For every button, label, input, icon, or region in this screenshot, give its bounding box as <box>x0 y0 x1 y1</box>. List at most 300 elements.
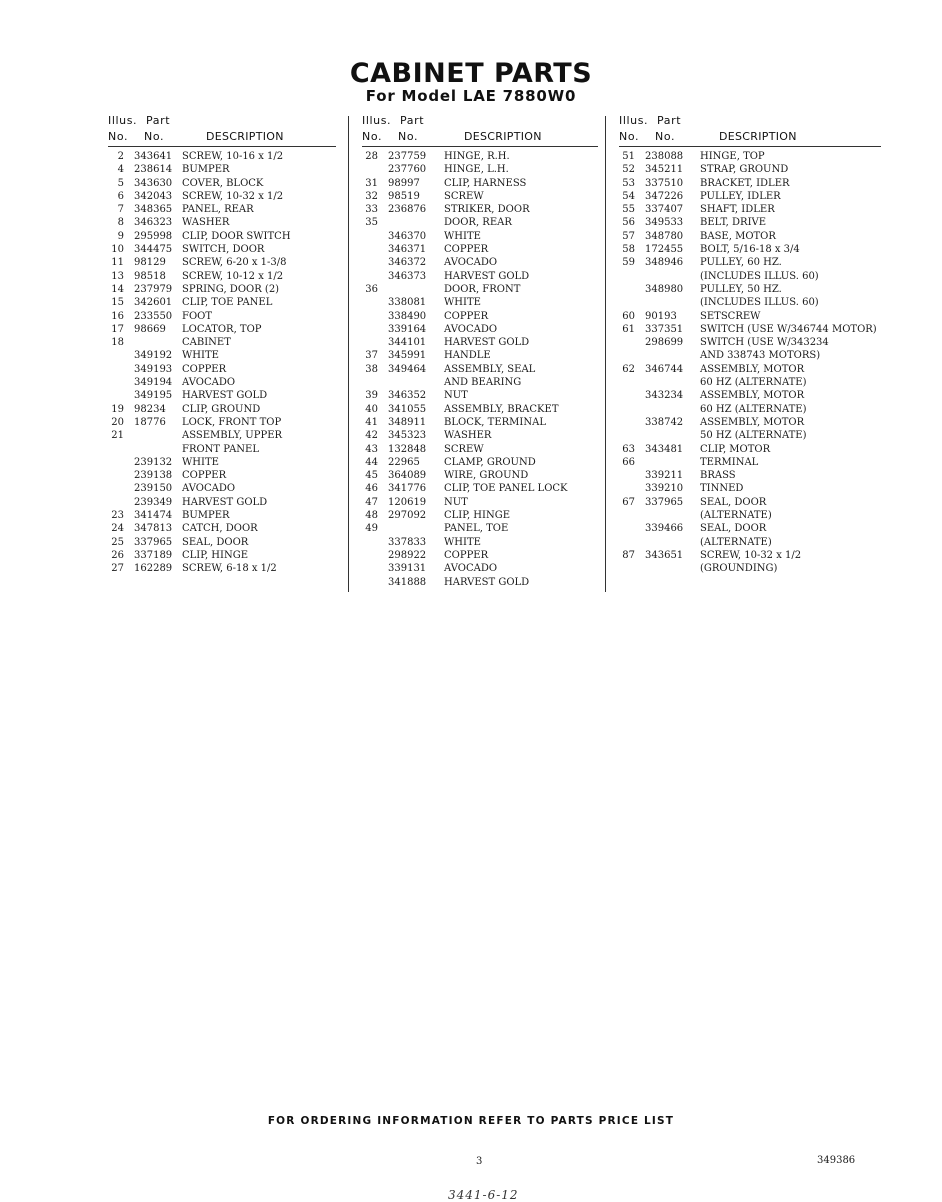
part-number: 237979 <box>134 283 173 295</box>
part-row <box>619 509 881 522</box>
illus-number: 46 <box>365 483 378 495</box>
illus-number: 44 <box>365 456 378 468</box>
header-part-no: No. <box>398 130 419 143</box>
part-number: 342601 <box>134 297 173 309</box>
part-description: ASSEMBLY, MOTOR <box>700 390 805 402</box>
part-description: BRASS <box>700 470 736 482</box>
part-description: HANDLE <box>444 350 491 362</box>
part-row <box>362 310 598 323</box>
header-part: Part <box>146 114 171 127</box>
column-header <box>362 114 598 150</box>
part-row <box>108 150 336 163</box>
illus-number: 45 <box>365 470 378 482</box>
part-description: WIRE, GROUND <box>444 470 529 482</box>
illus-number: 24 <box>111 523 124 535</box>
part-row <box>362 522 598 535</box>
handwritten-note: 3441-6-12 <box>448 1188 519 1202</box>
part-number: 347226 <box>645 190 684 202</box>
part-description: CLIP, HINGE <box>182 549 249 561</box>
illus-number: 38 <box>365 363 378 375</box>
part-row <box>619 403 881 416</box>
part-row <box>362 429 598 442</box>
illus-number: 48 <box>365 510 378 522</box>
illus-number: 10 <box>111 244 124 256</box>
part-description: (INCLUDES ILLUS. 60) <box>700 297 819 309</box>
part-description: AND 338743 MOTORS) <box>700 350 821 362</box>
illus-number: 25 <box>111 536 124 548</box>
part-row <box>108 336 336 349</box>
part-number: 162289 <box>134 563 173 575</box>
part-row <box>362 336 598 349</box>
part-number: 337351 <box>645 323 684 335</box>
illus-number: 9 <box>117 230 124 242</box>
part-row <box>362 203 598 216</box>
part-description: HARVEST GOLD <box>182 496 268 508</box>
part-row <box>108 310 336 323</box>
illus-number: 7 <box>117 204 124 216</box>
part-row <box>619 203 881 216</box>
illus-number: 28 <box>365 151 378 162</box>
illus-number: 56 <box>622 217 635 229</box>
part-description: BRACKET, IDLER <box>700 177 790 189</box>
header-rule <box>619 146 881 147</box>
part-row <box>362 243 598 256</box>
part-number: 338081 <box>388 297 427 309</box>
part-row <box>619 416 881 429</box>
part-description: BLOCK, TERMINAL <box>444 416 546 428</box>
illus-number: 16 <box>111 310 124 322</box>
part-number: 98518 <box>134 270 166 282</box>
part-row <box>619 469 881 482</box>
part-row <box>108 177 336 190</box>
part-description: STRAP, GROUND <box>700 164 789 176</box>
part-row <box>362 323 598 336</box>
part-row <box>108 496 336 509</box>
illus-number: 57 <box>622 230 635 242</box>
illus-number: 49 <box>365 523 378 535</box>
part-number: 237759 <box>388 151 427 162</box>
part-row <box>108 456 336 469</box>
part-description: SCREW <box>444 190 484 202</box>
part-row <box>619 243 881 256</box>
part-number: 337833 <box>388 536 427 548</box>
illus-number: 15 <box>111 297 124 309</box>
part-number: 298699 <box>645 337 684 349</box>
part-description: COPPER <box>444 549 489 561</box>
header-rule <box>108 146 336 147</box>
part-row <box>362 576 598 589</box>
part-number: 348911 <box>388 416 427 428</box>
part-number: 236876 <box>388 204 427 216</box>
part-row <box>108 536 336 549</box>
part-description: CLAMP, GROUND <box>444 456 536 468</box>
part-description: BELT, DRIVE <box>700 217 767 229</box>
part-description: ASSEMBLY, MOTOR <box>700 363 805 375</box>
part-row <box>619 216 881 229</box>
part-description: CLIP, HARNESS <box>444 177 527 189</box>
part-row <box>362 296 598 309</box>
part-row <box>108 469 336 482</box>
part-description: PULLEY, IDLER <box>700 190 781 202</box>
parts-rows <box>619 150 881 576</box>
part-number: 22965 <box>388 456 420 468</box>
part-description: FRONT PANEL <box>182 443 259 455</box>
part-description: 60 HZ (ALTERNATE) <box>700 377 807 389</box>
part-number: 343234 <box>645 390 684 402</box>
part-description: 60 HZ (ALTERNATE) <box>700 403 807 415</box>
illus-number: 36 <box>365 283 378 295</box>
part-row <box>108 323 336 336</box>
illus-number: 42 <box>365 430 378 442</box>
part-description: COPPER <box>444 244 489 256</box>
part-number: 348946 <box>645 257 684 269</box>
part-row <box>362 150 598 163</box>
part-number: 339211 <box>645 470 684 482</box>
part-description: SWITCH (USE W/343234 <box>700 337 829 349</box>
part-number: 120619 <box>388 496 427 508</box>
part-number: 343481 <box>645 443 684 455</box>
part-description: SCREW, 6-20 x 1-3/8 <box>182 257 287 269</box>
part-description: PULLEY, 60 HZ. <box>700 257 782 269</box>
illus-number: 59 <box>622 257 635 269</box>
part-description: TERMINAL <box>700 456 759 468</box>
illus-number: 39 <box>365 390 378 402</box>
part-number: 343651 <box>645 549 684 561</box>
part-number: 98669 <box>134 323 166 335</box>
part-row <box>108 562 336 575</box>
part-description: SHAFT, IDLER <box>700 204 775 216</box>
part-description: WHITE <box>182 350 219 362</box>
part-number: 343630 <box>134 177 173 189</box>
part-number: 346371 <box>388 244 427 256</box>
illus-number: 67 <box>622 496 635 508</box>
parts-column-1 <box>108 114 336 576</box>
illus-number: 14 <box>111 283 124 295</box>
column-header <box>619 114 881 150</box>
part-description: 50 HZ (ALTERNATE) <box>700 430 807 442</box>
part-number: 348980 <box>645 283 684 295</box>
part-description: AVOCADO <box>444 257 498 269</box>
part-description: COPPER <box>182 363 227 375</box>
illus-number: 13 <box>111 270 124 282</box>
part-row <box>108 522 336 535</box>
part-row <box>108 216 336 229</box>
part-number: 337510 <box>645 177 684 189</box>
illus-number: 52 <box>622 164 635 176</box>
part-row <box>619 177 881 190</box>
part-description: ASSEMBLY, SEAL <box>444 363 536 375</box>
illus-number: 63 <box>622 443 635 455</box>
part-row <box>619 522 881 535</box>
part-number: 346373 <box>388 270 427 282</box>
illus-number: 4 <box>117 164 124 176</box>
part-number: 339466 <box>645 523 684 535</box>
part-description: LOCATOR, TOP <box>182 323 262 335</box>
part-description: CLIP, DOOR SWITCH <box>182 230 291 242</box>
part-description: FOOT <box>182 310 213 322</box>
part-row <box>362 496 598 509</box>
illus-number: 66 <box>622 456 635 468</box>
part-number: 342043 <box>134 190 173 202</box>
part-description: WHITE <box>444 297 481 309</box>
part-row <box>362 376 598 389</box>
part-row <box>362 389 598 402</box>
illus-number: 58 <box>622 244 635 256</box>
part-row <box>619 443 881 456</box>
part-row <box>108 283 336 296</box>
model-subtitle: For Model LAE 7880W0 <box>365 87 577 105</box>
illus-number: 11 <box>111 257 124 269</box>
part-row <box>362 349 598 362</box>
part-row <box>362 536 598 549</box>
part-number: 348365 <box>134 204 173 216</box>
part-row <box>362 163 598 176</box>
part-number: 349464 <box>388 363 427 375</box>
part-number: 347813 <box>134 523 173 535</box>
part-number: 345323 <box>388 430 427 442</box>
illus-number: 2 <box>117 151 124 162</box>
part-number: 298922 <box>388 549 427 561</box>
part-row <box>108 443 336 456</box>
part-number: 337965 <box>645 496 684 508</box>
part-row <box>362 469 598 482</box>
part-number: 238088 <box>645 151 684 162</box>
part-row <box>362 190 598 203</box>
part-row <box>619 283 881 296</box>
part-description: BASE, MOTOR <box>700 230 776 242</box>
part-description: CATCH, DOOR <box>182 523 258 535</box>
part-number: 90193 <box>645 310 677 322</box>
document-number: 349386 <box>817 1155 856 1166</box>
part-row <box>362 482 598 495</box>
header-part-no: No. <box>144 130 165 143</box>
part-row <box>619 536 881 549</box>
part-row <box>108 509 336 522</box>
part-number: 349193 <box>134 363 173 375</box>
part-row <box>619 349 881 362</box>
part-description: HARVEST GOLD <box>444 270 530 282</box>
part-description: BOLT, 5/16-18 x 3/4 <box>700 244 800 256</box>
part-description: AVOCADO <box>444 563 498 575</box>
parts-rows <box>108 150 336 576</box>
part-description: CLIP, MOTOR <box>700 443 771 455</box>
part-description: SEAL, DOOR <box>182 536 249 548</box>
part-description: (ALTERNATE) <box>700 510 772 522</box>
part-number: 341888 <box>388 576 427 588</box>
part-row <box>108 482 336 495</box>
part-number: 348780 <box>645 230 684 242</box>
illus-number: 6 <box>117 190 124 202</box>
part-number: 337407 <box>645 204 684 216</box>
part-row <box>619 256 881 269</box>
header-description: DESCRIPTION <box>206 130 284 143</box>
part-description: WASHER <box>444 430 492 442</box>
part-number: 237760 <box>388 164 427 176</box>
part-description: HINGE, L.H. <box>444 164 509 176</box>
part-row <box>619 482 881 495</box>
part-number: 337189 <box>134 549 173 561</box>
part-row <box>362 283 598 296</box>
header-rule <box>362 146 598 147</box>
part-number: 345991 <box>388 350 427 362</box>
part-description: AVOCADO <box>182 377 236 389</box>
part-number: 233550 <box>134 310 173 322</box>
part-description: (ALTERNATE) <box>700 536 772 548</box>
part-number: 239138 <box>134 470 173 482</box>
part-description: AND BEARING <box>444 377 522 389</box>
parts-rows <box>362 150 598 589</box>
part-description: NUT <box>444 390 468 402</box>
part-row <box>362 216 598 229</box>
illus-number: 54 <box>622 190 635 202</box>
part-description: HARVEST GOLD <box>182 390 268 402</box>
header-illus-no: No. <box>108 130 129 143</box>
part-row <box>362 549 598 562</box>
part-description: (GROUNDING) <box>700 563 778 575</box>
part-number: 341474 <box>134 510 173 522</box>
part-number: 295998 <box>134 230 173 242</box>
part-number: 339210 <box>645 483 684 495</box>
header-description: DESCRIPTION <box>464 130 542 143</box>
part-description: SCREW, 10-12 x 1/2 <box>182 270 284 282</box>
part-number: 98519 <box>388 190 420 202</box>
part-row <box>619 323 881 336</box>
part-number: 239349 <box>134 496 173 508</box>
part-description: CLIP, GROUND <box>182 403 261 415</box>
illus-number: 37 <box>365 350 378 362</box>
part-row <box>362 443 598 456</box>
part-row <box>108 203 336 216</box>
part-row <box>108 403 336 416</box>
part-description: NUT <box>444 496 468 508</box>
part-description: SEAL, DOOR <box>700 523 767 535</box>
part-row <box>362 403 598 416</box>
part-description: DOOR, FRONT <box>444 283 521 295</box>
part-row <box>619 336 881 349</box>
part-number: 344101 <box>388 337 427 349</box>
part-description: SWITCH, DOOR <box>182 244 265 256</box>
ordering-note: FOR ORDERING INFORMATION REFER TO PARTS PRICE LIST <box>267 1115 675 1127</box>
part-number: 364089 <box>388 470 427 482</box>
part-description: SETSCREW <box>700 310 761 322</box>
page-number: 3 <box>476 1156 483 1167</box>
part-description: SCREW, 10-32 x 1/2 <box>700 549 802 561</box>
illus-number: 18 <box>111 337 124 349</box>
illus-number: 51 <box>622 151 635 162</box>
part-number: 349533 <box>645 217 684 229</box>
part-row <box>619 230 881 243</box>
illus-number: 61 <box>622 323 635 335</box>
part-row <box>108 270 336 283</box>
part-description: PANEL, REAR <box>182 204 254 216</box>
part-description: COVER, BLOCK <box>182 177 264 189</box>
part-number: 349195 <box>134 390 173 402</box>
illus-number: 17 <box>111 323 124 335</box>
part-description: CLIP, TOE PANEL <box>182 297 273 309</box>
parts-column-2 <box>362 114 598 589</box>
part-row <box>362 363 598 376</box>
part-row <box>362 270 598 283</box>
part-number: 98997 <box>388 177 420 189</box>
part-description: WHITE <box>444 230 481 242</box>
part-row <box>619 456 881 469</box>
column-divider <box>348 116 349 592</box>
part-description: CABINET <box>182 337 231 349</box>
part-row <box>619 150 881 163</box>
header-illus: Illus. <box>108 114 138 127</box>
part-row <box>362 562 598 575</box>
header-description: DESCRIPTION <box>719 130 797 143</box>
part-description: AVOCADO <box>444 323 498 335</box>
illus-number: 43 <box>365 443 378 455</box>
part-row <box>108 230 336 243</box>
part-row <box>619 376 881 389</box>
part-row <box>619 296 881 309</box>
header-part: Part <box>400 114 425 127</box>
part-row <box>108 363 336 376</box>
parts-column-3 <box>619 114 881 576</box>
illus-number: 40 <box>365 403 378 415</box>
illus-number: 53 <box>622 177 635 189</box>
part-number: 343641 <box>134 151 173 162</box>
illus-number: 5 <box>117 177 124 189</box>
part-row <box>362 416 598 429</box>
illus-number: 41 <box>365 416 378 428</box>
part-number: 339131 <box>388 563 427 575</box>
part-description: CLIP, HINGE <box>444 510 511 522</box>
part-row <box>619 389 881 402</box>
part-row <box>108 296 336 309</box>
part-description: BUMPER <box>182 510 230 522</box>
part-number: 349192 <box>134 350 173 362</box>
part-row <box>619 310 881 323</box>
part-number: 297092 <box>388 510 427 522</box>
part-number: 346372 <box>388 257 427 269</box>
part-description: ASSEMBLY, MOTOR <box>700 416 805 428</box>
part-number: 341776 <box>388 483 427 495</box>
column-divider <box>605 116 606 592</box>
illus-number: 23 <box>111 510 124 522</box>
part-number: 341055 <box>388 403 427 415</box>
part-row <box>362 177 598 190</box>
illus-number: 20 <box>111 416 124 428</box>
header-illus: Illus. <box>362 114 392 127</box>
column-header <box>108 114 336 150</box>
illus-number: 27 <box>111 563 124 575</box>
part-row <box>108 163 336 176</box>
part-description: SCREW, 6-18 x 1/2 <box>182 563 277 575</box>
part-description: STRIKER, DOOR <box>444 204 530 216</box>
part-row <box>619 429 881 442</box>
illus-number: 62 <box>622 363 635 375</box>
part-description: HARVEST GOLD <box>444 576 530 588</box>
illus-number: 47 <box>365 496 378 508</box>
part-description: (INCLUDES ILLUS. 60) <box>700 270 819 282</box>
part-description: LOCK, FRONT TOP <box>182 416 282 428</box>
part-description: SCREW, 10-16 x 1/2 <box>182 151 284 162</box>
part-description: HINGE, TOP <box>700 151 765 162</box>
part-description: SEAL, DOOR <box>700 496 767 508</box>
part-number: 239132 <box>134 456 173 468</box>
part-number: 98234 <box>134 403 166 415</box>
part-row <box>619 270 881 283</box>
illus-number: 19 <box>111 403 124 415</box>
part-number: 238614 <box>134 164 173 176</box>
part-row <box>619 562 881 575</box>
part-description: HARVEST GOLD <box>444 337 530 349</box>
part-description: SCREW, 10-32 x 1/2 <box>182 190 284 202</box>
part-row <box>362 230 598 243</box>
